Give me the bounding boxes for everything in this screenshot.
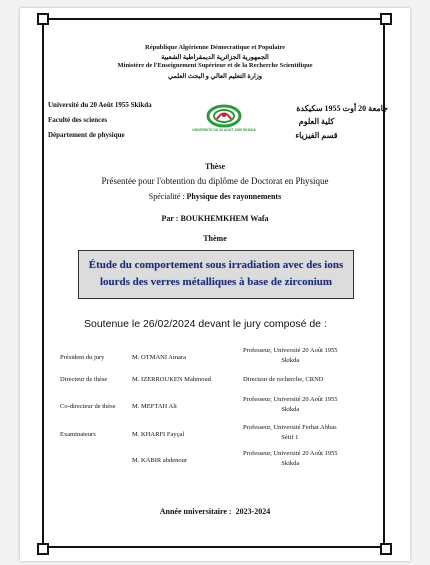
- thesis-label: Thèse: [205, 162, 225, 171]
- border-corner: [37, 13, 49, 25]
- thesis-title-line1: Étude du comportement sous irradiation avec des ions: [88, 259, 344, 271]
- jury-affil-line1: Professeur, Université 20 Août 1955: [243, 347, 338, 354]
- year-value: 2023-2024: [235, 507, 271, 516]
- jury-affil-line1: Directeur de recherche, CRND: [243, 376, 324, 383]
- specialty-line: [20, 192, 410, 201]
- border-corner: [380, 543, 392, 555]
- author-line: [20, 214, 410, 223]
- author-name: BOUKHEMKHEM Wafa: [180, 214, 269, 223]
- jury-affil-line1: Professeur, Université 20 Août 1955: [243, 450, 338, 457]
- jury-role: Co-directeur de thèse: [60, 403, 116, 410]
- faculty-ar: كلية العلوم: [298, 117, 335, 126]
- defense-text: Soutenue le 26/02/2024 devant le jury composé de :: [84, 318, 327, 330]
- jury-affil-line2: Skikda: [281, 406, 300, 413]
- department-fr: Département de physique: [48, 131, 125, 139]
- border-corner: [37, 543, 49, 555]
- jury-role: Directeur de thèse: [60, 376, 108, 383]
- jury-name: M. IZERROUKEN Mahmoud: [132, 376, 211, 383]
- ministry-ar: وزارة التعليم العالي و البحث العلمي: [167, 73, 263, 80]
- specialty-value: Physique des rayonnements: [186, 192, 282, 201]
- thesis-purpose: Présentée pour l'obtention du diplôme de Doctorat en Physique: [101, 176, 329, 186]
- jury-affil-line1: Professeur, Université Ferhat Abbas: [243, 424, 337, 431]
- jury-name: M. KABIR abdenour: [132, 457, 188, 464]
- university-logo: [192, 104, 256, 136]
- jury-affiliation: [243, 424, 337, 441]
- specialty-label: Spécialité :: [148, 192, 187, 201]
- jury-name: M. OTMANI Amara: [132, 354, 186, 361]
- jury-affil-line2: Skikda: [281, 460, 300, 467]
- department-ar: قسم الفيزياء: [295, 131, 338, 140]
- jury-name: M. MEFTAH Ali: [132, 403, 177, 410]
- ministry-fr: Ministère de l'Enseignement Supérieur et de la Recherche Scientifique: [117, 62, 313, 69]
- jury-name: M. KHARFI Fayçal: [132, 431, 185, 438]
- republic-fr: République Algérienne Démocratique et Populaire: [145, 44, 285, 51]
- border-corner: [380, 13, 392, 25]
- year-label: Année universitaire :: [159, 507, 232, 516]
- thesis-title-box: [78, 250, 354, 299]
- jury-affiliation: [243, 450, 338, 467]
- jury-affiliation: [243, 396, 338, 413]
- jury-affil-line2: Sétif 1: [281, 434, 299, 441]
- republic-ar: الجمهورية الجزائرية الديمقراطية الشعبية: [161, 54, 269, 61]
- faculty-fr: Faculté des sciences: [48, 116, 108, 124]
- theme-label: Thème: [203, 234, 227, 243]
- university-name-ar: جامعة 20 أوت 1955 سكيكدة: [296, 104, 388, 113]
- academic-year: [20, 507, 410, 516]
- university-name-fr: Université du 20 Août 1955 Skikda: [48, 101, 152, 109]
- document-page: [20, 8, 410, 561]
- thesis-title-line2: lourds des verres métalliques à base de zirconium: [99, 276, 333, 288]
- logo-text: UNIVERSITE DU 20 AOUT 1955 SKIKDA: [192, 128, 256, 132]
- jury-affil-line2: Skikda: [281, 357, 300, 364]
- jury-role: Examinateurs: [60, 431, 96, 438]
- jury-affiliation: [243, 347, 338, 364]
- jury-role: Président du jury: [60, 354, 105, 361]
- by-label: Par :: [161, 214, 181, 223]
- jury-affil-line1: Professeur, Université 20 Août 1955: [243, 396, 338, 403]
